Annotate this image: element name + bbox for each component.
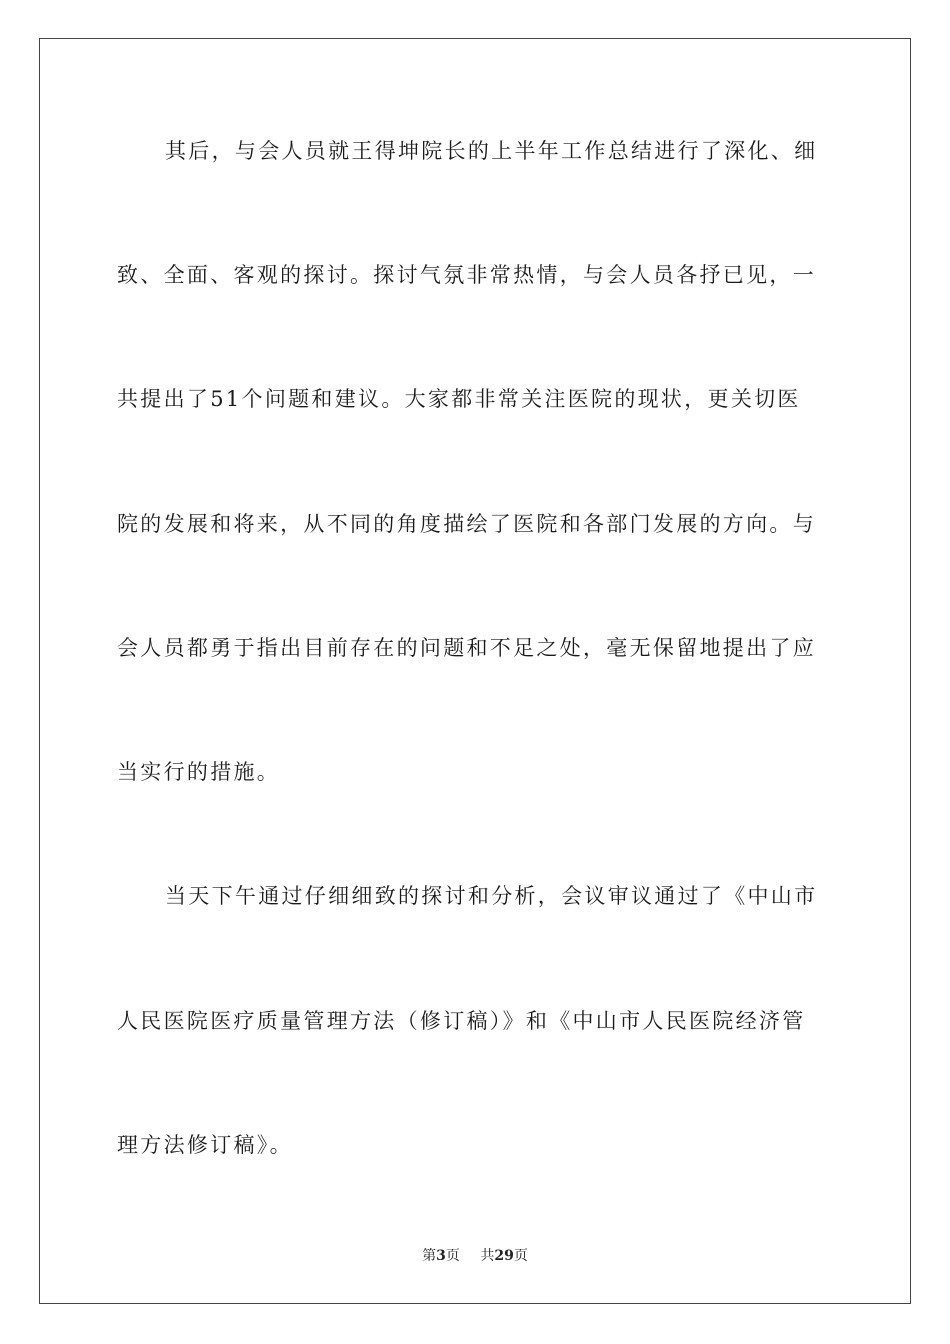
paragraph-1-line-3: 共提出了51个问题和建议。大家都非常关注医院的现状，更关切医 (117, 387, 801, 411)
page-indicator (422, 1246, 460, 1266)
total-pages-indicator (480, 1246, 527, 1266)
paragraph-1-line-4: 院的发展和将来，从不同的角度描绘了医院和各部门发展的方向。与 (117, 512, 816, 536)
page-footer (0, 1246, 950, 1266)
page-border (39, 38, 911, 1304)
paragraph-1-line-5: 会人员都勇于指出目前存在的问题和不足之处，毫无保留地提出了应 (117, 636, 816, 660)
page-number: 3 (436, 1248, 446, 1264)
paragraph-1-line-2: 致、全面、客观的探讨。探讨气氛非常热情，与会人员各抒已见，一 (117, 263, 816, 287)
paragraph-2-line-1: 当天下午通过仔细细致的探讨和分析，会议审议通过了《中山市 (165, 884, 818, 908)
page-prefix: 第 (422, 1248, 437, 1264)
paragraph-1-line-1: 其后，与会人员就王得坤院长的上半年工作总结进行了深化、细 (165, 139, 818, 163)
page-suffix: 页 (445, 1248, 460, 1264)
paragraph-1-line-6: 当实行的措施。 (117, 760, 281, 784)
paragraph-2-line-3: 理方法修订稿》。 (117, 1133, 293, 1157)
total-prefix: 共 (480, 1248, 495, 1264)
total-suffix: 页 (513, 1248, 528, 1264)
paragraph-2-line-2: 人民医院医疗质量管理方法（修订稿）》和《中山市人民医院经济管 (117, 1009, 806, 1033)
total-pages: 29 (494, 1248, 514, 1264)
